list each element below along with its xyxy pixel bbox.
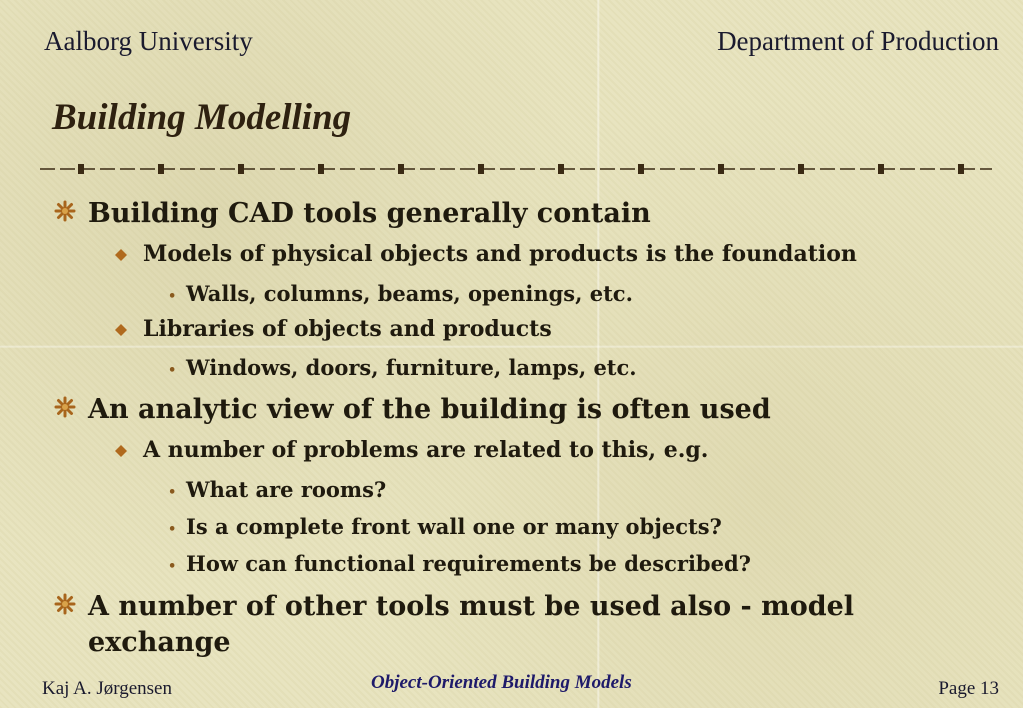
dashed-divider	[40, 162, 992, 176]
bullet-text: Models of physical objects and products is the foundation	[143, 241, 857, 267]
diamond-icon	[115, 324, 127, 336]
bullet-windows	[168, 355, 637, 380]
bullet-text: An analytic view of the building is often used	[88, 394, 771, 425]
star-burst-icon	[54, 396, 76, 418]
bullet-text: Building CAD tools generally contain	[88, 198, 651, 229]
bullet-text: Windows, doors, furniture, lamps, etc.	[186, 355, 637, 380]
footer-presentation-title: Object-Oriented Building Models	[371, 672, 632, 693]
star-burst-icon	[54, 593, 76, 615]
bullet-rooms	[168, 477, 387, 502]
diamond-icon	[115, 445, 127, 457]
bullet-text: Is a complete front wall one or many objects?	[186, 514, 722, 539]
bullet-problems	[143, 437, 708, 463]
bullet-cad-tools	[88, 196, 651, 232]
dot-icon: •	[168, 289, 177, 304]
bullet-text: Libraries of objects and products	[143, 316, 552, 342]
bullet-text: Walls, columns, beams, openings, etc.	[186, 281, 633, 306]
bullet-text: A number of problems are related to this, e.g.	[143, 437, 709, 463]
header-institution: Aalborg University	[44, 26, 253, 56]
footer-author: Kaj A. Jørgensen	[42, 678, 172, 699]
dot-icon: •	[168, 559, 177, 574]
bullet-front-wall	[168, 514, 722, 539]
bullet-other-tools	[88, 589, 948, 661]
dot-icon: •	[168, 522, 177, 537]
dot-icon: •	[168, 363, 177, 378]
bullet-text: What are rooms?	[186, 477, 387, 502]
diamond-icon	[115, 249, 127, 261]
bullet-text: A number of other tools must be used also - model exchange	[88, 591, 855, 658]
bullet-physical-objects	[143, 241, 857, 267]
bullet-walls	[168, 281, 633, 306]
slide-title: Building Modelling	[52, 97, 352, 138]
bullet-text: How can functional requirements be described?	[186, 551, 751, 576]
bullet-libraries	[143, 316, 552, 342]
bullet-requirements	[168, 551, 751, 576]
bullet-analytic-view	[88, 392, 771, 428]
footer-page-number: Page 13	[938, 678, 999, 699]
star-burst-icon	[54, 200, 76, 222]
header-department: Department of Production	[717, 26, 999, 56]
dot-icon: •	[168, 485, 177, 500]
